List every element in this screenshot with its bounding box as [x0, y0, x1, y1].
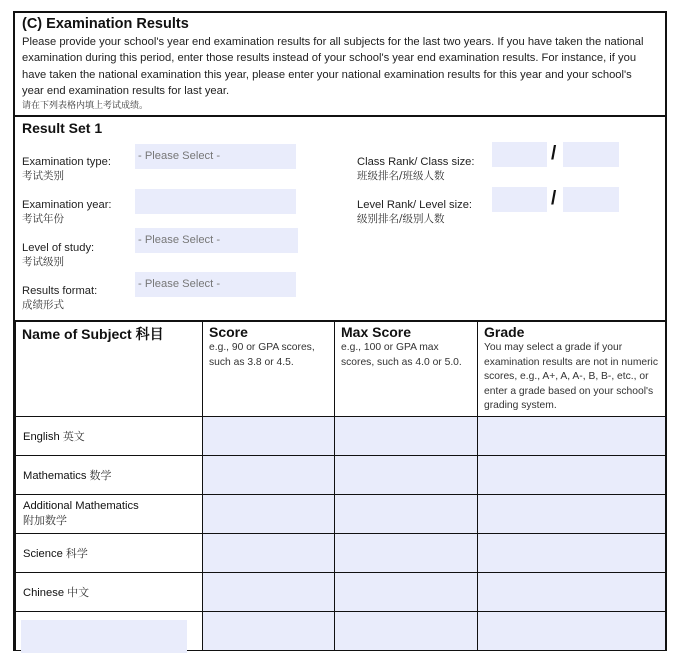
- score-input[interactable]: [203, 611, 335, 650]
- table-row: [16, 572, 666, 611]
- class-rank-label-cn: 班级排名/班级人数: [357, 170, 445, 182]
- section-title: (C) Examination Results: [22, 16, 189, 32]
- class-rank-input[interactable]: [492, 142, 547, 167]
- format-label: [22, 284, 97, 312]
- subject-name: [16, 494, 203, 533]
- exam-type-label-cn: 考试类别: [22, 170, 64, 182]
- exam-year-label-en: Examination year:: [22, 199, 112, 211]
- header-subject-title: Name of Subject 科目: [22, 326, 164, 342]
- max-score-input[interactable]: [335, 572, 478, 611]
- exam-year-label-cn: 考试年份: [22, 213, 64, 225]
- subject-name-en: Science: [23, 547, 63, 560]
- header-score-hint: e.g., 90 or GPA scores, such as 3.8 or 4.5.: [209, 342, 315, 368]
- subject-name-cn: 中文: [67, 585, 90, 599]
- score-input[interactable]: [203, 416, 335, 455]
- header-grade-hint: You may select a grade if your examination results are not in numeric scores, e.g., A+, A, A-, B, B-, etc., or enter a grade based on your school's grading system.: [484, 342, 658, 412]
- grade-input[interactable]: [478, 416, 666, 455]
- format-label-cn: 成绩形式: [22, 299, 64, 311]
- table-row: [16, 494, 666, 533]
- score-input[interactable]: [203, 455, 335, 494]
- subject-name: [16, 416, 203, 455]
- header-grade: [478, 321, 666, 416]
- result-set-title: Result Set 1: [22, 120, 103, 136]
- subject-name-en: English: [23, 430, 60, 443]
- table-row: [16, 533, 666, 572]
- max-score-input[interactable]: [335, 494, 478, 533]
- level-rank-input[interactable]: [492, 187, 547, 212]
- grade-input[interactable]: [478, 533, 666, 572]
- subject-name: [16, 572, 203, 611]
- section-header: [15, 13, 665, 117]
- subject-name-cn: 附加数学: [23, 513, 67, 527]
- examination-results-form: [13, 11, 667, 651]
- header-subject: [16, 321, 203, 416]
- exam-type-label-en: Examination type:: [22, 156, 111, 168]
- score-input[interactable]: [203, 533, 335, 572]
- max-score-input[interactable]: [335, 455, 478, 494]
- exam-year-input[interactable]: [135, 189, 296, 214]
- score-input[interactable]: [203, 494, 335, 533]
- subject-name-en: Chinese: [23, 586, 65, 599]
- header-max-score: [335, 321, 478, 416]
- level-label-en: Level of study:: [22, 242, 95, 254]
- exam-type-select[interactable]: - Please Select -: [135, 144, 296, 169]
- level-label: [22, 241, 94, 269]
- table-row: [16, 416, 666, 455]
- table-header-row: [16, 321, 666, 416]
- subject-name-en: Additional Mathematics: [23, 499, 139, 512]
- exam-type-label: [22, 155, 111, 183]
- subject-name-cn: 科学: [65, 546, 88, 560]
- level-label-cn: 考试级别: [22, 256, 64, 268]
- level-size-input[interactable]: [563, 187, 619, 212]
- exam-year-label: [22, 198, 112, 226]
- format-select[interactable]: - Please Select -: [135, 272, 296, 297]
- section-instructions-cn: 请在下列表格内填上考试成绩。: [22, 101, 149, 111]
- table-row: [16, 455, 666, 494]
- class-rank-label: [357, 155, 475, 183]
- section-instructions: Please provide your school's year end examination results for all subjects for the last two years. If you have taken the national examination during this period, enter those results instead of your school's year end examination results. For instance, if you have taken the national examination this year, please enter your national examination results for this year and your school's year end examination results for last year.: [22, 36, 644, 97]
- header-grade-title: Grade: [484, 324, 525, 340]
- grade-input[interactable]: [478, 572, 666, 611]
- max-score-input[interactable]: [335, 416, 478, 455]
- header-max-score-title: Max Score: [341, 324, 412, 340]
- subject-name-en: Mathematics: [23, 469, 87, 482]
- grade-input[interactable]: [478, 455, 666, 494]
- header-score-title: Score: [209, 324, 248, 340]
- class-rank-separator: /: [551, 143, 557, 164]
- level-rank-label-en: Level Rank/ Level size:: [357, 199, 473, 211]
- level-rank-separator: /: [551, 188, 557, 209]
- other-subject-input[interactable]: [21, 620, 187, 653]
- level-rank-label: [357, 198, 472, 226]
- subject-name: [16, 455, 203, 494]
- subject-results-table: [15, 320, 666, 651]
- level-rank-label-cn: 级别排名/级别人数: [357, 213, 445, 225]
- class-size-input[interactable]: [563, 142, 619, 167]
- level-select[interactable]: - Please Select -: [135, 228, 298, 253]
- header-score: [203, 321, 335, 416]
- header-max-score-hint: e.g., 100 or GPA max scores, such as 4.0 or 5.0.: [341, 342, 462, 368]
- result-set: [15, 117, 665, 322]
- max-score-input[interactable]: [335, 533, 478, 572]
- subject-name-cn: 数学: [89, 468, 112, 482]
- max-score-input[interactable]: [335, 611, 478, 650]
- grade-input[interactable]: [478, 494, 666, 533]
- subject-name: [16, 533, 203, 572]
- grade-input[interactable]: [478, 611, 666, 650]
- subject-name-cn: 英文: [62, 429, 85, 443]
- class-rank-label-en: Class Rank/ Class size:: [357, 156, 475, 168]
- score-input[interactable]: [203, 572, 335, 611]
- format-label-en: Results format:: [22, 285, 98, 297]
